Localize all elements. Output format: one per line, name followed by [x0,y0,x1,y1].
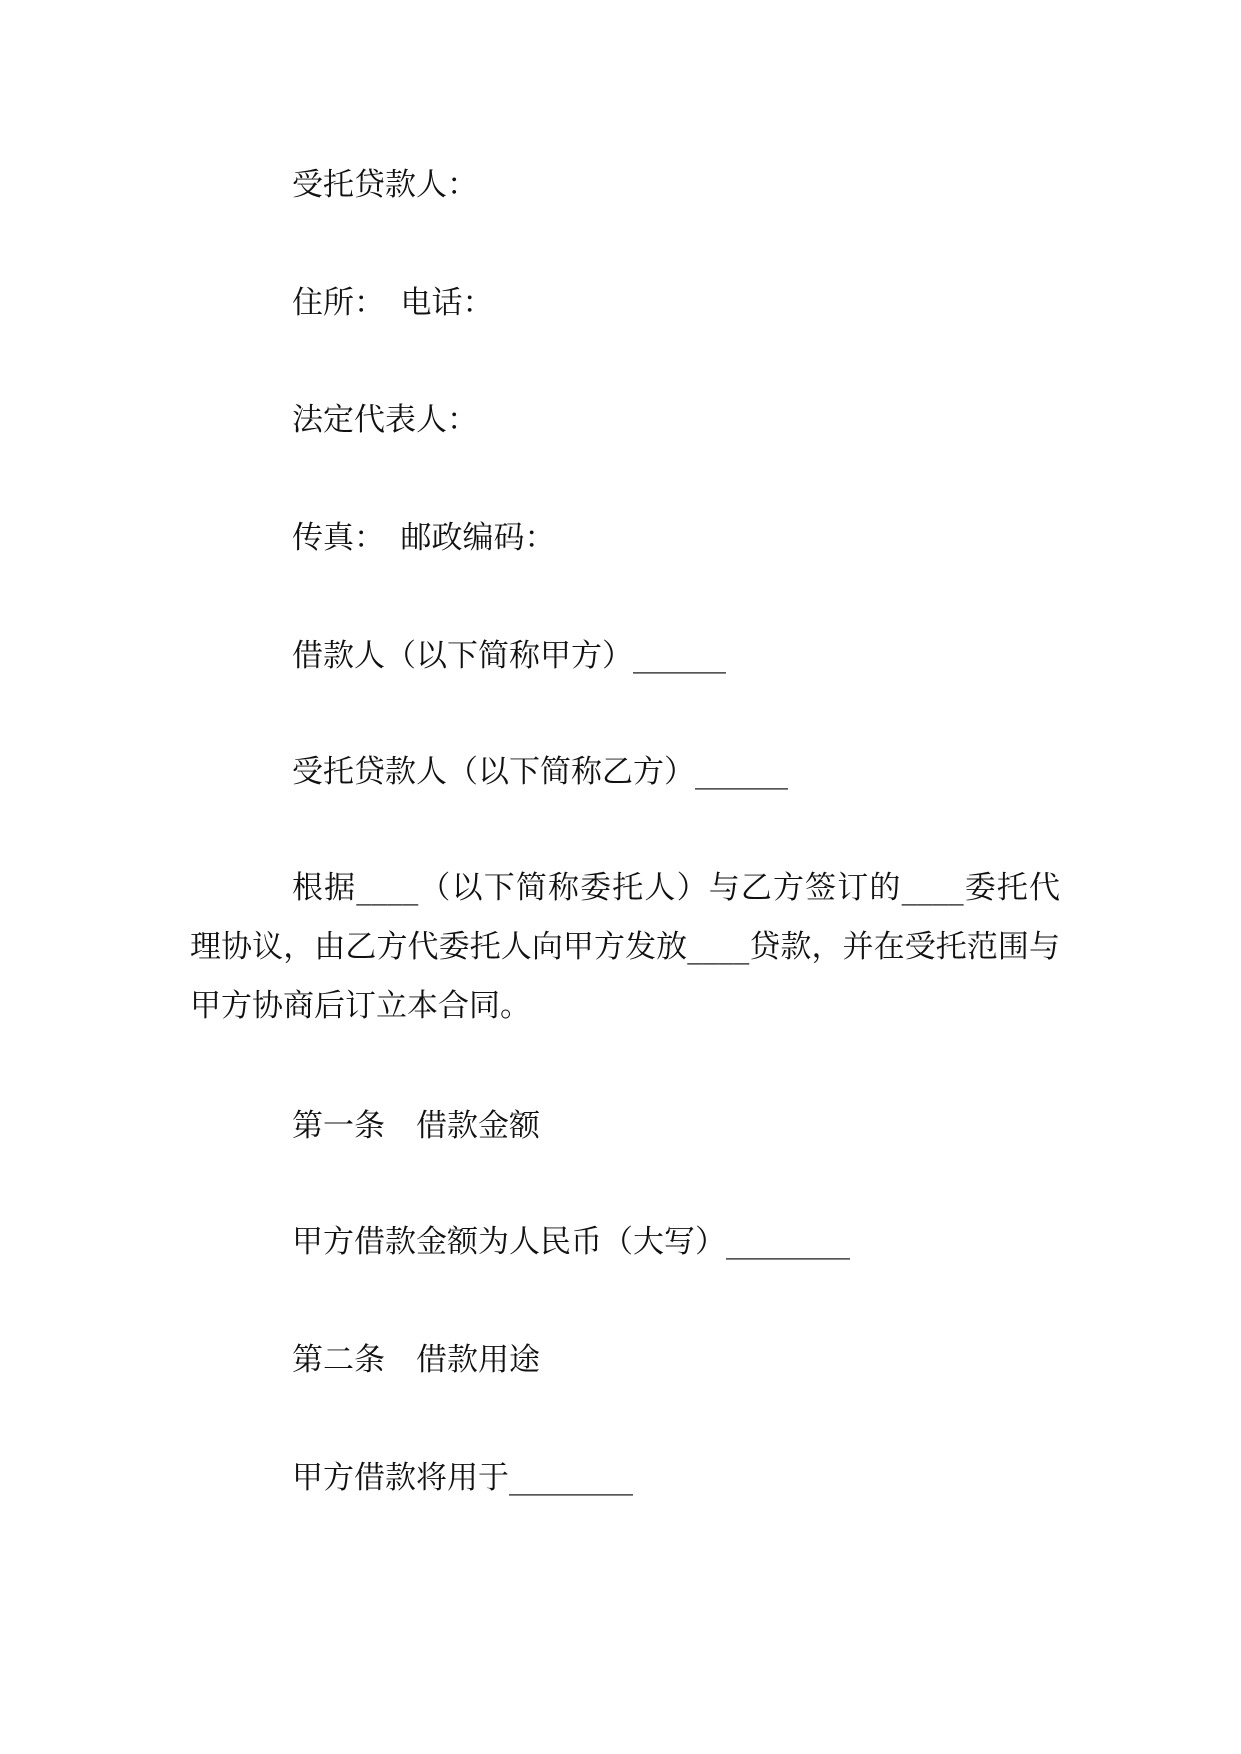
fax-postcode-line: 传真： 邮政编码： [292,520,556,556]
entrusted-lender-line: 受托贷款人： [292,167,478,203]
article-2-title: 第二条 借款用途 [292,1342,540,1378]
address-phone-line: 住所： 电话： [292,285,494,321]
legal-representative-line: 法定代表人： [292,402,478,438]
intro-paragraph: 根据____（以下简称委托人）与乙方签订的____委托代理协议，由乙方代委托人向甲方发放____贷款，并在受托范围与甲方协商后订立本合同。 [190,870,1060,1024]
borrower-line: 借款人（以下简称甲方）______ [292,638,726,674]
article-1-text: 甲方借款金额为人民币（大写）________ [292,1224,850,1260]
lender-line: 受托贷款人（以下简称乙方）______ [292,754,788,790]
article-1-title: 第一条 借款金额 [292,1108,540,1144]
article-2-text: 甲方借款将用于________ [292,1460,633,1496]
